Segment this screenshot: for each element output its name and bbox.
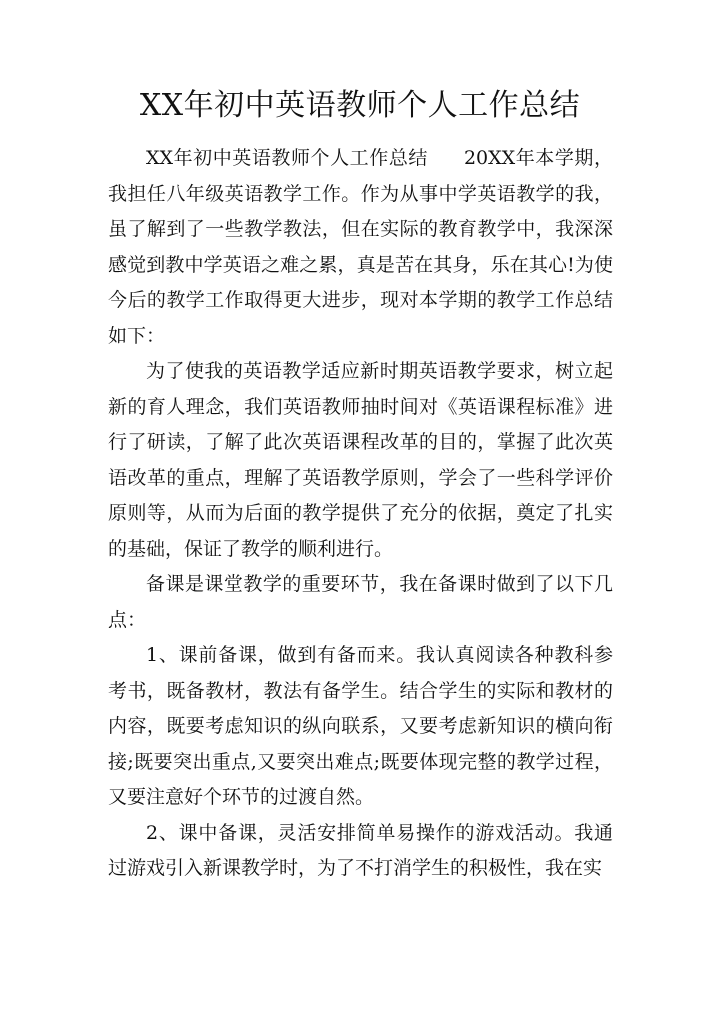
paragraph-point-1: 1、课前备课，做到有备而来。我认真阅读各种教科参考书，既备教材，教法有备学生。结合学生的实际和教材的内容，既要考虑知识的纵向联系，又要考虑新知识的横向衔接;既要突出重点,又要突出难点;既要体现完整的教学过程，又要注意好个环节的过渡自然。 [108,644,613,808]
paragraph-lesson-prep: 备课是课堂教学的重要环节，我在备课时做到了以下几点： [108,573,613,631]
paragraph-intro [108,141,613,354]
paragraph-intro-lead: XX年初中英语教师个人工作总结 [146,147,428,169]
paragraph-point-2: 2、课中备课，灵活安排简单易操作的游戏活动。我通过游戏引入新课教学时，为了不打消学生的积极性，我在实 [108,821,613,879]
paragraph-intro-text: 20XX年本学期，我担任八年级英语教学工作。作为从事中学英语教学的我，虽了解到了一些教学教法，但在实际的教育教学中，我深深感觉到教中学英语之难之累，真是苦在其身，乐在其心!为使今后的教学工作取得更大进步，现对本学期的教学工作总结如下： [108,147,613,347]
paragraph-curriculum: 为了使我的英语教学适应新时期英语教学要求，树立起新的育人理念，我们英语教师抽时间对《英语课程标准》进行了研读，了解了此次英语课程改革的目的，掌握了此次英语改革的重点，理解了英语教学原则，学会了一些科学评价原则等，从而为后面的教学提供了充分的依据，奠定了扎实的基础，保证了教学的顺利进行。 [108,360,613,560]
document-title: XX年初中英语教师个人工作总结 [139,88,581,123]
document-body [108,141,613,887]
